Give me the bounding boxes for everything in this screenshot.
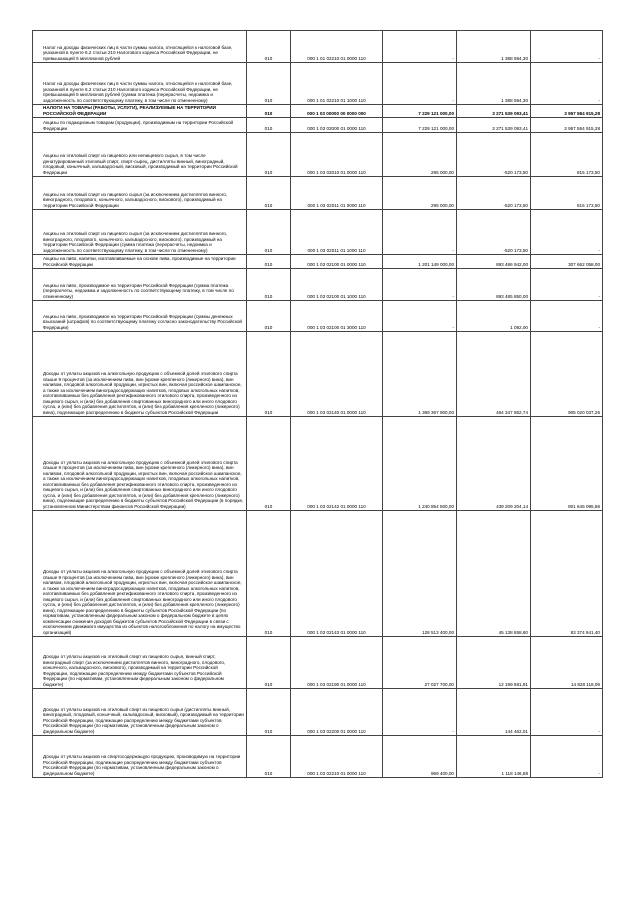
approved-amount-cell: 128 513 400,00 <box>383 511 457 637</box>
budget-code-cell: 000 1 01 02210 01 1000 110 <box>291 63 383 105</box>
unexecuted-amount-cell: 3 957 584 915,28 <box>531 105 603 118</box>
line-code-cell: 010 <box>247 736 291 778</box>
executed-amount-cell: 3 271 539 093,41 <box>457 105 531 118</box>
income-name-cell: Налог на доходы физических лиц в части суммы налога, относящейся к налоговой базе, указанной в пункте 6.2 статьи 210 Налогового кодекса Российской Федерации, не превышающей 5 миллионов рублей (сумма платежа (перерасчеты, недоимка и задолженность по соответствующему платежу, в том числе по отмененному) <box>33 63 247 105</box>
table-row <box>33 133 603 177</box>
line-code-cell: 010 <box>247 301 291 332</box>
approved-amount-cell: - <box>383 31 457 63</box>
line-code-cell: 010 <box>247 637 291 689</box>
income-name-cell: Акцизы на этиловый спирт из пищевого сырья (за исключением дистиллятов винного, виноградного, плодового, коньячного, кальвадосного, вискового), производимый на территории Российской Федерации (сумма платежа (перерасчеты, недоимка и задолженность по соответствующему платежу, в том числе по отмененному) <box>33 210 247 255</box>
budget-code-cell: 000 1 03 00000 00 0000 000 <box>291 105 383 118</box>
executed-amount-cell: 1 092,00 <box>457 301 531 332</box>
approved-amount-cell: 295 000,00 <box>383 133 457 177</box>
income-name-cell: Доходы от уплаты акцизов на этиловый спирт из пищевого сырья, винный спирт, виноградный спирт (за исключением дистиллятов винного, виноградного, плодового, коньячного, кальвадосного, вискового), производимый на территории Российской Федерации, подлежащие распределению между бюджетами субъектов Российской Федерации (по нормативам, установленным федеральным законом о федеральном бюджете) <box>33 637 247 689</box>
approved-amount-cell: 7 229 121 000,00 <box>383 105 457 118</box>
executed-amount-cell: 12 199 581,91 <box>457 637 531 689</box>
income-name-cell: Акцизы на пиво, производимое на территории Российской Федерации (суммы денежных взысканий (штрафов) по соответствующему платежу согласно законодательству Российской Федерации) <box>33 301 247 332</box>
income-name-cell: Доходы от уплаты акцизов на алкогольную продукцию с объемной долей этилового спирта свыше 9 процентов (за исключением пива, вин (кроме крепленого (ликерного) вина), вин наливом, плодовой алкогольной продукции, игристых вин, включая российское шампанское, а также за исключением виноградосодержащих напитков, плодовых алкогольных напитков, изготавливаемых без добавления ректификованного этилового спирта, произведенного из пищевого сырья, и (или) без добавления спиртованных виноградного или иного плодового сусла, и (или) без добавления дистиллятов, и (или) без добавления крепленого (ликерного) вина), подлежащие распределению в бюджеты субъектов Российской Федерации (по нормативам, установленным федеральным законом о федеральном бюджете в целях компенсации снижения доходов бюджетов субъектов Российской Федерации в связи с исключением движимого имущества из объектов налогообложения по налогу на имущество организаций) <box>33 511 247 637</box>
executed-amount-cell: 893 486 942,00 <box>457 255 531 269</box>
table-row <box>33 736 603 778</box>
table-row <box>33 332 603 417</box>
approved-amount-cell: - <box>383 269 457 301</box>
executed-amount-cell: 3 271 539 093,41 <box>457 118 531 133</box>
line-code-cell: 010 <box>247 177 291 210</box>
executed-amount-cell: 439 209 204,14 <box>457 417 531 511</box>
unexecuted-amount-cell: - <box>531 736 603 778</box>
line-code-cell: 010 <box>247 689 291 736</box>
approved-amount-cell: - <box>383 210 457 255</box>
budget-execution-table <box>32 30 603 778</box>
income-name-cell: НАЛОГИ НА ТОВАРЫ (РАБОТЫ, УСЛУГИ), РЕАЛИЗУЕМЫЕ НА ТЕРРИТОРИИ РОССИЙСКОЙ ФЕДЕРАЦИИ <box>33 105 247 118</box>
budget-code-cell: 000 1 03 02011 01 1000 110 <box>291 210 383 255</box>
budget-code-cell: 000 1 03 02100 01 3000 110 <box>291 301 383 332</box>
unexecuted-amount-cell: - <box>531 31 603 63</box>
budget-code-cell: 000 1 03 02100 01 1000 110 <box>291 269 383 301</box>
line-code-cell: 010 <box>247 133 291 177</box>
approved-amount-cell: - <box>383 63 457 105</box>
budget-code-cell: 000 1 03 02142 01 0000 110 <box>291 417 383 511</box>
line-code-cell: 010 <box>247 417 291 511</box>
table-row <box>33 210 603 255</box>
budget-code-cell: 000 1 03 02100 01 0000 110 <box>291 255 383 269</box>
income-name-cell: Доходы от уплаты акцизов на алкогольную продукцию с объемной долей этилового спирта свыше 9 процентов (за исключением пива, вин (кроме крепленого (ликерного) вина), вин наливом, плодовой алкогольной продукции, игристых вин, включая российское шампанское, а также за исключением виноградосодержащих напитков, плодовых алкогольных напитков, изготавливаемых без добавления ректификованного этилового спирта, произведенного из пищевого сырья, и (или) без добавления спиртованных виноградного или иного плодового сусла, и (или) без добавления дистиллятов, и (или) без добавления крепленого (ликерного) вина), подлежащие распределению в бюджеты субъектов Российской Федерации <box>33 332 247 417</box>
line-code-cell: 010 <box>247 118 291 133</box>
approved-amount-cell: 1 240 854 500,00 <box>383 417 457 511</box>
table-row <box>33 269 603 301</box>
table-row <box>33 637 603 689</box>
approved-amount-cell: 7 229 121 000,00 <box>383 118 457 133</box>
income-name-cell: Акцизы на пиво, производимое на территории Российской Федерации (сумма платежа (перерасчеты, недоимка и задолженность по соответствующему платежу, в том числе по отмененному) <box>33 269 247 301</box>
unexecuted-amount-cell: 3 957 584 915,28 <box>531 118 603 133</box>
approved-amount-cell: - <box>383 301 457 332</box>
executed-amount-cell: 464 347 862,74 <box>457 332 531 417</box>
table-row <box>33 105 603 118</box>
executed-amount-cell: -520 173,50 <box>457 133 531 177</box>
budget-code-cell: 000 1 03 02000 01 0000 110 <box>291 118 383 133</box>
executed-amount-cell: 45 138 658,60 <box>457 511 531 637</box>
executed-amount-cell: -520 173,50 <box>457 177 531 210</box>
unexecuted-amount-cell: - <box>531 301 603 332</box>
table-row <box>33 177 603 210</box>
line-code-cell: 010 <box>247 332 291 417</box>
budget-code-cell: 000 1 03 02210 01 0000 110 <box>291 736 383 778</box>
unexecuted-amount-cell: 905 020 037,26 <box>531 332 603 417</box>
unexecuted-amount-cell: - <box>531 63 603 105</box>
income-name-cell: Доходы от уплаты акцизов на этиловый спирт из пищевого сырья (дистилляты винный, виноградный, плодовый, коньячный, кальвадосный, висковый), производимый на территории Российской Федерации, подлежащие распределению между бюджетами субъектов Российской Федерации (по нормативам, установленным федеральным законом о федеральном бюджете) <box>33 689 247 736</box>
unexecuted-amount-cell: 815 173,50 <box>531 177 603 210</box>
income-name-cell: Акцизы по подакцизным товарам (продукции), производимым на территории Российской Федерации <box>33 118 247 133</box>
table-row <box>33 301 603 332</box>
budget-code-cell: 000 1 01 02210 01 0000 110 <box>291 31 383 63</box>
approved-amount-cell: 1 201 149 000,00 <box>383 255 457 269</box>
unexecuted-amount-cell: 14 828 118,09 <box>531 637 603 689</box>
executed-amount-cell: 144 462,01 <box>457 689 531 736</box>
budget-code-cell: 000 1 03 02010 01 0000 110 <box>291 133 383 177</box>
approved-amount-cell: 969 400,00 <box>383 736 457 778</box>
unexecuted-amount-cell: 801 645 095,86 <box>531 417 603 511</box>
table-row <box>33 689 603 736</box>
income-name-cell: Акцизы на этиловый спирт из пищевого сырья (за исключением дистиллятов винного, виноградного, плодового, коньячного, кальвадосного, вискового), производимый на территории Российской Федерации <box>33 177 247 210</box>
executed-amount-cell: -520 173,50 <box>457 210 531 255</box>
unexecuted-amount-cell: - <box>531 689 603 736</box>
approved-amount-cell: - <box>383 689 457 736</box>
unexecuted-amount-cell: - <box>531 210 603 255</box>
approved-amount-cell: 1 369 367 900,00 <box>383 332 457 417</box>
table-row <box>33 31 603 63</box>
table-row <box>33 118 603 133</box>
income-name-cell: Акцизы на пиво, напитки, изготавливаемые на основе пива, производимые на территории Российской Федерации <box>33 255 247 269</box>
line-code-cell: 010 <box>247 255 291 269</box>
executed-amount-cell: 1 388 594,30 <box>457 63 531 105</box>
line-code-cell: 010 <box>247 105 291 118</box>
unexecuted-amount-cell: - <box>531 269 603 301</box>
budget-code-cell: 000 1 03 02011 01 0000 110 <box>291 177 383 210</box>
income-name-cell: Акцизы на этиловый спирт из пищевого или непищевого сырья, в том числе денатурированный этиловый спирт, спирт-сырец, дистилляты винный, виноградный, плодовый, коньячный, кальвадосный, висковый, производимый на территории Российской Федерации <box>33 133 247 177</box>
table-row <box>33 417 603 511</box>
approved-amount-cell: 27 027 700,00 <box>383 637 457 689</box>
executed-amount-cell: 893 485 850,00 <box>457 269 531 301</box>
budget-code-cell: 000 1 03 02140 01 0000 110 <box>291 332 383 417</box>
budget-code-cell: 000 1 03 02143 01 0000 110 <box>291 511 383 637</box>
line-code-cell: 010 <box>247 31 291 63</box>
line-code-cell: 010 <box>247 511 291 637</box>
table-row <box>33 255 603 269</box>
unexecuted-amount-cell: 815 173,50 <box>531 133 603 177</box>
income-name-cell: Доходы от уплаты акцизов на алкогольную продукцию с объемной долей этилового спирта свыше 9 процентов (за исключением пива, вин (кроме крепленого (ликерного) вина), вин наливом, плодовой алкогольной продукции, игристых вин, включая российское шампанское, а также за исключением виноградосодержащих напитков, плодовых алкогольных напитков, изготавливаемых без добавления ректификованного этилового спирта, произведенного из пищевого сырья, и (или) без добавления спиртованных виноградного или иного плодового сусла, и (или) без добавления дистиллятов, и (или) без добавления крепленого (ликерного) вина), подлежащие распределению в бюджеты субъектов Российской Федерации (в порядке, установленном Министерством финансов Российской Федерации) <box>33 417 247 511</box>
line-code-cell: 010 <box>247 63 291 105</box>
table-row <box>33 511 603 637</box>
executed-amount-cell: 1 388 594,30 <box>457 31 531 63</box>
unexecuted-amount-cell: 307 662 058,00 <box>531 255 603 269</box>
table-row <box>33 63 603 105</box>
income-name-cell: Доходы от уплаты акцизов на спиртосодержащую продукцию, производимую на территории Российской Федерации, подлежащие распределению между бюджетами субъектов Российской Федерации (по нормативам, установленным федеральным законом о федеральном бюджете) <box>33 736 247 778</box>
line-code-cell: 010 <box>247 210 291 255</box>
executed-amount-cell: 1 118 146,88 <box>457 736 531 778</box>
budget-code-cell: 000 1 03 02190 01 0000 110 <box>291 637 383 689</box>
income-name-cell: Налог на доходы физических лиц в части суммы налога, относящейся к налоговой базе, указанной в пункте 6.2 статьи 210 Налогового кодекса Российской Федерации, не превышающей 5 миллионов рублей <box>33 31 247 63</box>
approved-amount-cell: 295 000,00 <box>383 177 457 210</box>
budget-code-cell: 000 1 03 02200 01 0000 110 <box>291 689 383 736</box>
line-code-cell: 010 <box>247 269 291 301</box>
unexecuted-amount-cell: 83 374 941,40 <box>531 511 603 637</box>
